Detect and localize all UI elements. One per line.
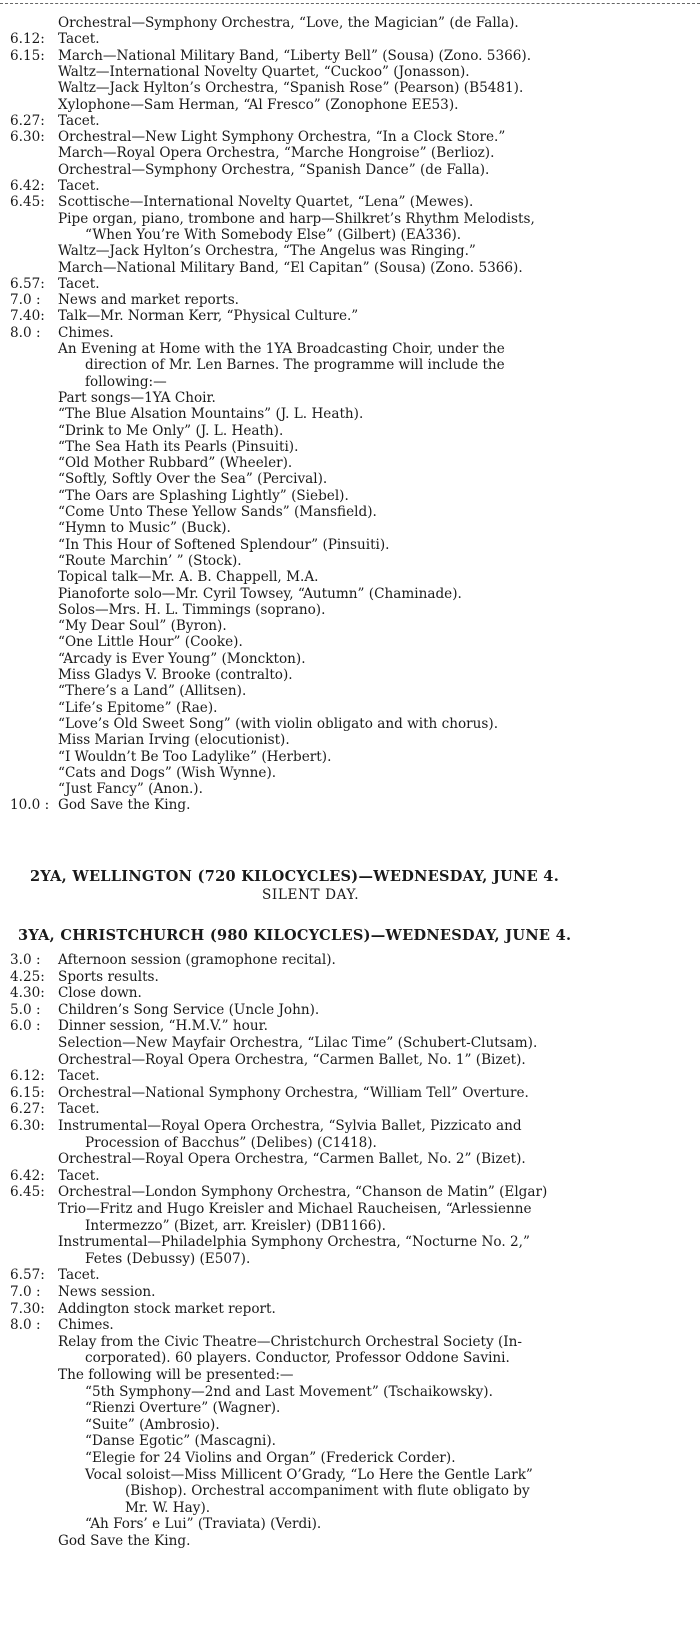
time-label: 6.45: — [10, 194, 45, 211]
programme-line: Selection—New Mayfair Orchestra, “Lilac Time” (Schubert-Clutsam). — [58, 1035, 538, 1051]
programme-line: Relay from the Civic Theatre—Christchurch Orchestral Society (In- — [58, 1333, 523, 1350]
programme-line: March—National Military Band, “Liberty Bell” (Sousa) (Zono. 5366). — [58, 47, 532, 64]
time-label: 10.0 : — [10, 797, 50, 814]
programme-line: “Elegie for 24 Violins and Organ” (Frederick Corder). — [85, 1450, 456, 1466]
programme-line: Orchestral—Royal Opera Orchestra, “Carmen Ballet, No. 1” (Bizet). — [58, 1051, 526, 1068]
time-label: 6.15: — [10, 47, 45, 64]
programme-line: “Old Mother Rubbard” (Wheeler). — [58, 455, 293, 472]
heading-3ya: 3YA, CHRISTCHURCH (980 KILOCYCLES)—WEDNESDAY, JUNE 4. — [18, 927, 572, 944]
programme-line: Tacet. — [58, 275, 100, 292]
programme-line: “Softly, Softly Over the Sea” (Percival). — [58, 471, 328, 488]
programme-line: Waltz—Jack Hylton’s Orchestra, “Spanish Rose” (Pearson) (B5481). — [58, 80, 524, 97]
programme-line: “The Blue Alsation Mountains” (J. L. Heath). — [58, 406, 364, 423]
programme-line: Orchestral—Symphony Orchestra, “Spanish Dance” (de Falla). — [58, 161, 490, 178]
programme-line: An Evening at Home with the 1YA Broadcasting Choir, under the — [58, 341, 505, 357]
programme-line: Miss Marian Irving (elocutionist). — [58, 732, 290, 749]
programme-line: Xylophone—Sam Herman, “Al Fresco” (Zonophone EE53). — [58, 96, 459, 113]
programme-line: “Rienzi Overture” (Wagner). — [85, 1400, 281, 1417]
programme-line: “Suite” (Ambrosio). — [85, 1416, 220, 1433]
time-label: 6.42: — [10, 178, 45, 194]
programme-line: Afternoon session (gramophone recital). — [58, 952, 336, 968]
programme-line: Vocal soloist—Miss Millicent O’Grady, “Lo Here the Gentle Lark” — [85, 1466, 533, 1483]
programme-line: Orchestral—New Light Symphony Orchestra, “In a Clock Store.” — [58, 129, 506, 146]
subheading-2ya: SILENT DAY. — [262, 887, 360, 903]
time-label: 5.0 : — [10, 1001, 41, 1018]
programme-line: News and market reports. — [58, 292, 239, 309]
programme-line: Orchestral—National Symphony Orchestra, “William Tell” Overture. — [58, 1084, 529, 1101]
time-label: 4.25: — [10, 968, 45, 985]
programme-line: “Drink to Me Only” (J. L. Heath). — [58, 422, 284, 439]
programme-line: Waltz—Jack Hylton’s Orchestra, “The Angelus was Ringing.” — [58, 243, 476, 260]
programme-line: “In This Hour of Softened Splendour” (Pinsuiti). — [58, 536, 390, 553]
programme-line: Miss Gladys V. Brooke (contralto). — [58, 667, 293, 683]
programme-line: “Ah Fors’ e Lui” (Traviata) (Verdi). — [85, 1516, 322, 1533]
programme-line: direction of Mr. Len Barnes. The programme will include the — [85, 357, 505, 374]
time-label: 8.0 : — [10, 324, 41, 341]
programme-line: Children’s Song Service (Uncle John). — [58, 1001, 320, 1018]
programme-line: corporated). 60 players. Conductor, Professor Oddone Savini. — [85, 1350, 510, 1367]
programme-line: “Love’s Old Sweet Song” (with violin obligato and with chorus). — [58, 715, 499, 732]
programme-line: The following will be presented:— — [58, 1367, 294, 1383]
programme-line: Chimes. — [58, 1317, 114, 1334]
time-label: 6.12: — [10, 31, 45, 48]
top-rule — [0, 3, 700, 4]
programme-line: Pipe organ, piano, trombone and harp—Shilkret’s Rhythm Melodists, — [58, 210, 535, 227]
programme-line: “When You’re With Somebody Else” (Gilbert) (EA336). — [85, 226, 462, 243]
programme-line: Orchestral—London Symphony Orchestra, “Chanson de Matin” (Elgar) — [58, 1184, 548, 1201]
programme-line: following:— — [85, 373, 167, 390]
programme-line: Talk—Mr. Norman Kerr, “Physical Culture.” — [58, 308, 359, 325]
time-label: 7.40: — [10, 308, 45, 325]
programme-line: Intermezzo” (Bizet, arr. Kreisler) (DB1166). — [85, 1217, 386, 1234]
time-label: 4.30: — [10, 985, 45, 1002]
programme-line: Topical talk—Mr. A. B. Chappell, M.A. — [58, 569, 319, 586]
time-label: 6.30: — [10, 129, 45, 146]
programme-line: “Life’s Epitome” (Rae). — [58, 699, 218, 716]
programme-line: “Danse Egotic” (Mascagni). — [85, 1433, 277, 1450]
time-label: 6.45: — [10, 1184, 45, 1201]
programme-line: Trio—Fritz and Hugo Kreisler and Michael Raucheisen, “Arlessienne — [58, 1201, 532, 1217]
programme-line: “Arcady is Ever Young” (Monckton). — [58, 650, 306, 667]
time-label: 6.30: — [10, 1118, 45, 1134]
time-label: 3.0 : — [10, 952, 41, 968]
programme-line: Procession of Bacchus” (Delibes) (C1418). — [85, 1134, 377, 1151]
programme-line: “My Dear Soul” (Byron). — [58, 618, 227, 635]
programme-line: Tacet. — [58, 31, 100, 48]
programme-line: Dinner session, “H.M.V.” hour. — [58, 1018, 268, 1035]
programme-line: “There’s a Land” (Allitsen). — [58, 683, 247, 700]
programme-line: Instrumental—Royal Opera Orchestra, “Sylvia Ballet, Pizzicato and — [58, 1118, 522, 1134]
programme-line: “One Little Hour” (Cooke). — [58, 634, 243, 651]
time-label: 7.30: — [10, 1300, 45, 1317]
programme-line: Mr. W. Hay). — [125, 1499, 211, 1516]
programme-line: Orchestral—Symphony Orchestra, “Love, the Magician” (de Falla). — [58, 15, 519, 31]
programme-line: (Bishop). Orchestral accompaniment with flute obligato by — [125, 1483, 530, 1500]
programme-line: “Cats and Dogs” (Wish Wynne). — [58, 764, 277, 781]
programme-line: Chimes. — [58, 324, 114, 341]
programme-line: Part songs—1YA Choir. — [58, 389, 216, 406]
programme-line: “The Oars are Splashing Lightly” (Siebel). — [58, 487, 349, 504]
time-label: 7.0 : — [10, 292, 41, 309]
programme-line: Addington stock market report. — [58, 1300, 276, 1317]
programme-line: Tacet. — [58, 112, 100, 129]
programme-line: Tacet. — [58, 178, 100, 194]
programme-line: God Save the King. — [58, 1533, 191, 1549]
programme-line: Waltz—International Novelty Quartet, “Cuckoo” (Jonasson). — [58, 63, 470, 80]
time-label: 6.15: — [10, 1084, 45, 1101]
programme-line: “Route Marchin’ ” (Stock). — [58, 552, 242, 569]
programme-line: Solos—Mrs. H. L. Timmings (soprano). — [58, 601, 326, 618]
time-label: 6.57: — [10, 1267, 45, 1284]
time-label: 8.0 : — [10, 1317, 41, 1334]
time-label: 6.0 : — [10, 1018, 41, 1035]
programme-line: Tacet. — [58, 1167, 100, 1184]
programme-line: Sports results. — [58, 968, 159, 985]
programme-line: “The Sea Hath its Pearls (Pinsuiti). — [58, 438, 299, 455]
programme-line: Pianoforte solo—Mr. Cyril Towsey, “Autumn” (Chaminade). — [58, 585, 462, 602]
programme-line: March—Royal Opera Orchestra, “Marche Hongroise” (Berlioz). — [58, 145, 495, 162]
programme-line: March—National Military Band, “El Capitan” (Sousa) (Zono. 5366). — [58, 259, 523, 276]
programme-line: News session. — [58, 1284, 156, 1300]
programme-line: God Save the King. — [58, 797, 191, 814]
programme-line: Tacet. — [58, 1068, 100, 1085]
programme-line: “Hymn to Music” (Buck). — [58, 520, 231, 537]
programme-line: Close down. — [58, 985, 142, 1002]
time-label: 6.27: — [10, 112, 45, 129]
programme-line: Instrumental—Philadelphia Symphony Orchestra, “Nocturne No. 2,” — [58, 1234, 530, 1251]
programme-line: Fetes (Debussy) (E507). — [85, 1250, 251, 1267]
programme-line: “Come Unto These Yellow Sands” (Mansfield). — [58, 504, 377, 520]
programme-line: Scottische—International Novelty Quartet, “Lena” (Mewes). — [58, 194, 474, 211]
programme-line: Orchestral—Royal Opera Orchestra, “Carmen Ballet, No. 2” (Bizet). — [58, 1151, 526, 1168]
time-label: 7.0 : — [10, 1284, 41, 1300]
time-label: 6.12: — [10, 1068, 45, 1085]
time-label: 6.27: — [10, 1101, 45, 1118]
time-label: 6.42: — [10, 1167, 45, 1184]
programme-line: “5th Symphony—2nd and Last Movement” (Tschaikowsky). — [85, 1383, 493, 1400]
programme-line: Tacet. — [58, 1101, 100, 1118]
heading-2ya: 2YA, WELLINGTON (720 KILOCYCLES)—WEDNESDAY, JUNE 4. — [30, 868, 560, 885]
time-label: 6.57: — [10, 275, 45, 292]
programme-line: Tacet. — [58, 1267, 100, 1284]
programme-line: “Just Fancy” (Anon.). — [58, 781, 203, 798]
programme-line: “I Wouldn’t Be Too Ladylike” (Herbert). — [58, 748, 332, 765]
